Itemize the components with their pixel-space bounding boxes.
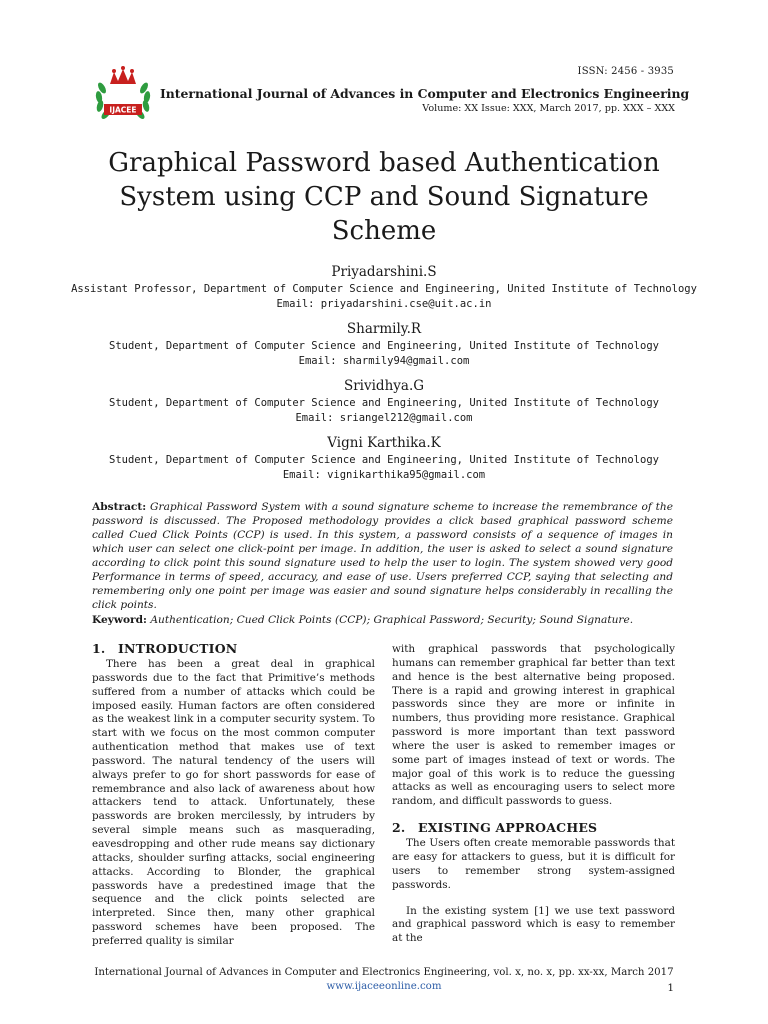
section-heading-existing-approaches (392, 820, 675, 836)
author-email: Email: sharmily94@gmail.com (298, 355, 470, 367)
section-heading-introduction (92, 641, 375, 657)
author-name: Priyadarshini.S (331, 264, 437, 280)
page-number: 1 (667, 982, 674, 994)
footer-url-link[interactable]: www.ijaceeonline.com (326, 981, 442, 992)
section-number: 1. (92, 641, 106, 656)
keywords (92, 613, 673, 627)
author-list (70, 262, 698, 490)
journal-title: International Journal of Advances in Computer and Electronics Engineering (160, 86, 690, 101)
footer-citation: International Journal of Advances in Computer and Electronics Engineering, vol. x, no. x, pp. xx-xx, March 2017 (94, 967, 674, 978)
author-affiliation: Assistant Professor, Department of Computer Science and Engineering, United Institute of Technology (71, 283, 697, 295)
author-affiliation: Student, Department of Computer Science and Engineering, United Institute of Technology (109, 340, 659, 352)
author-block (70, 433, 698, 490)
paragraph: There has been a great deal in graphical passwords due to the fact that Primitive’s methods suffered from a number of attacks which could be imposed easily. Human factors are often considered as the weakest link in a computer security system. To start with we focus on the most common computer authentication method that makes use of text password. The natural tendency of the users will always prefer to go for short passwords for ease of remembrance and also lack of awareness about how attackers tend to attack. Unfortunately, these passwords are broken mercilessly, by intruders by several simple means such as masquerading, eavesdropping and other rude means say dictionary attacks, shoulder surfing attacks, social engineering attacks. According to Blonder, the graphical passwords have a predestined image that the sequence and the click points selected are interpreted. Since then, many other graphical password schemes have been proposed. The preferred quality is similar (92, 658, 375, 947)
section-title: INTRODUCTION (118, 641, 238, 656)
keywords-label: Keyword: (92, 614, 147, 626)
author-email: Email: priyadarshini.cse@uit.ac.in (276, 298, 492, 310)
page-footer (0, 966, 768, 994)
paragraph: with graphical passwords that psychologically humans can remember graphical far better than text and hence is the best alternative being proposed. There is a rapid and growing interest in graphical passwords since they are more or infinite in numbers, thus providing more resistance. Graphical password is more important than text password where the user is asked to remember images or some part of images instead of text or words. The major goal of this work is to reduce the guessing attacks as well as encouraging users to select more random, and difficult passwords to guess. (392, 643, 675, 808)
journal-logo (90, 64, 156, 128)
logo-text: IJACEE (109, 105, 137, 115)
abstract-label: Abstract: (92, 501, 147, 513)
paper-title: Graphical Password based Authentication System using CCP and Sound Signature Scheme (108, 148, 660, 246)
author-block (70, 376, 698, 433)
author-email: Email: vignikarthika95@gmail.com (282, 469, 486, 481)
author-name: Vigni Karthika.K (327, 435, 441, 451)
keywords-text: Authentication; Cued Click Points (CCP); Graphical Password; Security; Sound Signature. (150, 614, 634, 626)
author-block (70, 262, 698, 319)
section-number: 2. (392, 820, 406, 836)
author-name: Srividhya.G (343, 378, 425, 394)
section-title: EXISTING APPROACHES (418, 820, 598, 836)
abstract-text: Graphical Password System with a sound signature scheme to increase the remembrance of the password is discussed. The Proposed methodology provides a click based graphical password scheme called Cued Click Points (CCP) is used. In this system, a password consists of a sequence of images in which user can select one click-point per image. In addition, the user is asked to select a sound signature according to click point this sound signature used to help the user to login. The system showed very good Performance in terms of speed, accuracy, and ease of use. Users preferred CCP, saying that selecting and remembering only one point per image was easier and sound signature helps considerably in recalling the click points. (92, 501, 673, 611)
author-name: Sharmily.R (346, 321, 422, 337)
author-affiliation: Student, Department of Computer Science and Engineering, United Institute of Technology (109, 397, 659, 409)
paragraph: In the existing system [1] we use text password and graphical password which is easy to remember at the (392, 904, 675, 945)
author-email: Email: sriangel212@gmail.com (295, 412, 473, 424)
abstract (92, 500, 673, 612)
journal-volume: Volume: XX Issue: XXX, March 2017, pp. XXX – XXX (422, 103, 675, 114)
left-column (92, 641, 375, 949)
paragraph: The Users often create memorable passwords that are easy for attackers to guess, but it is difficult for users to remember strong system-assigned passwords. (392, 837, 675, 891)
author-affiliation: Student, Department of Computer Science and Engineering, United Institute of Technology (109, 454, 659, 466)
right-column (392, 643, 675, 946)
issn-number: ISSN: 2456 - 3935 (577, 66, 674, 77)
author-block (70, 319, 698, 376)
